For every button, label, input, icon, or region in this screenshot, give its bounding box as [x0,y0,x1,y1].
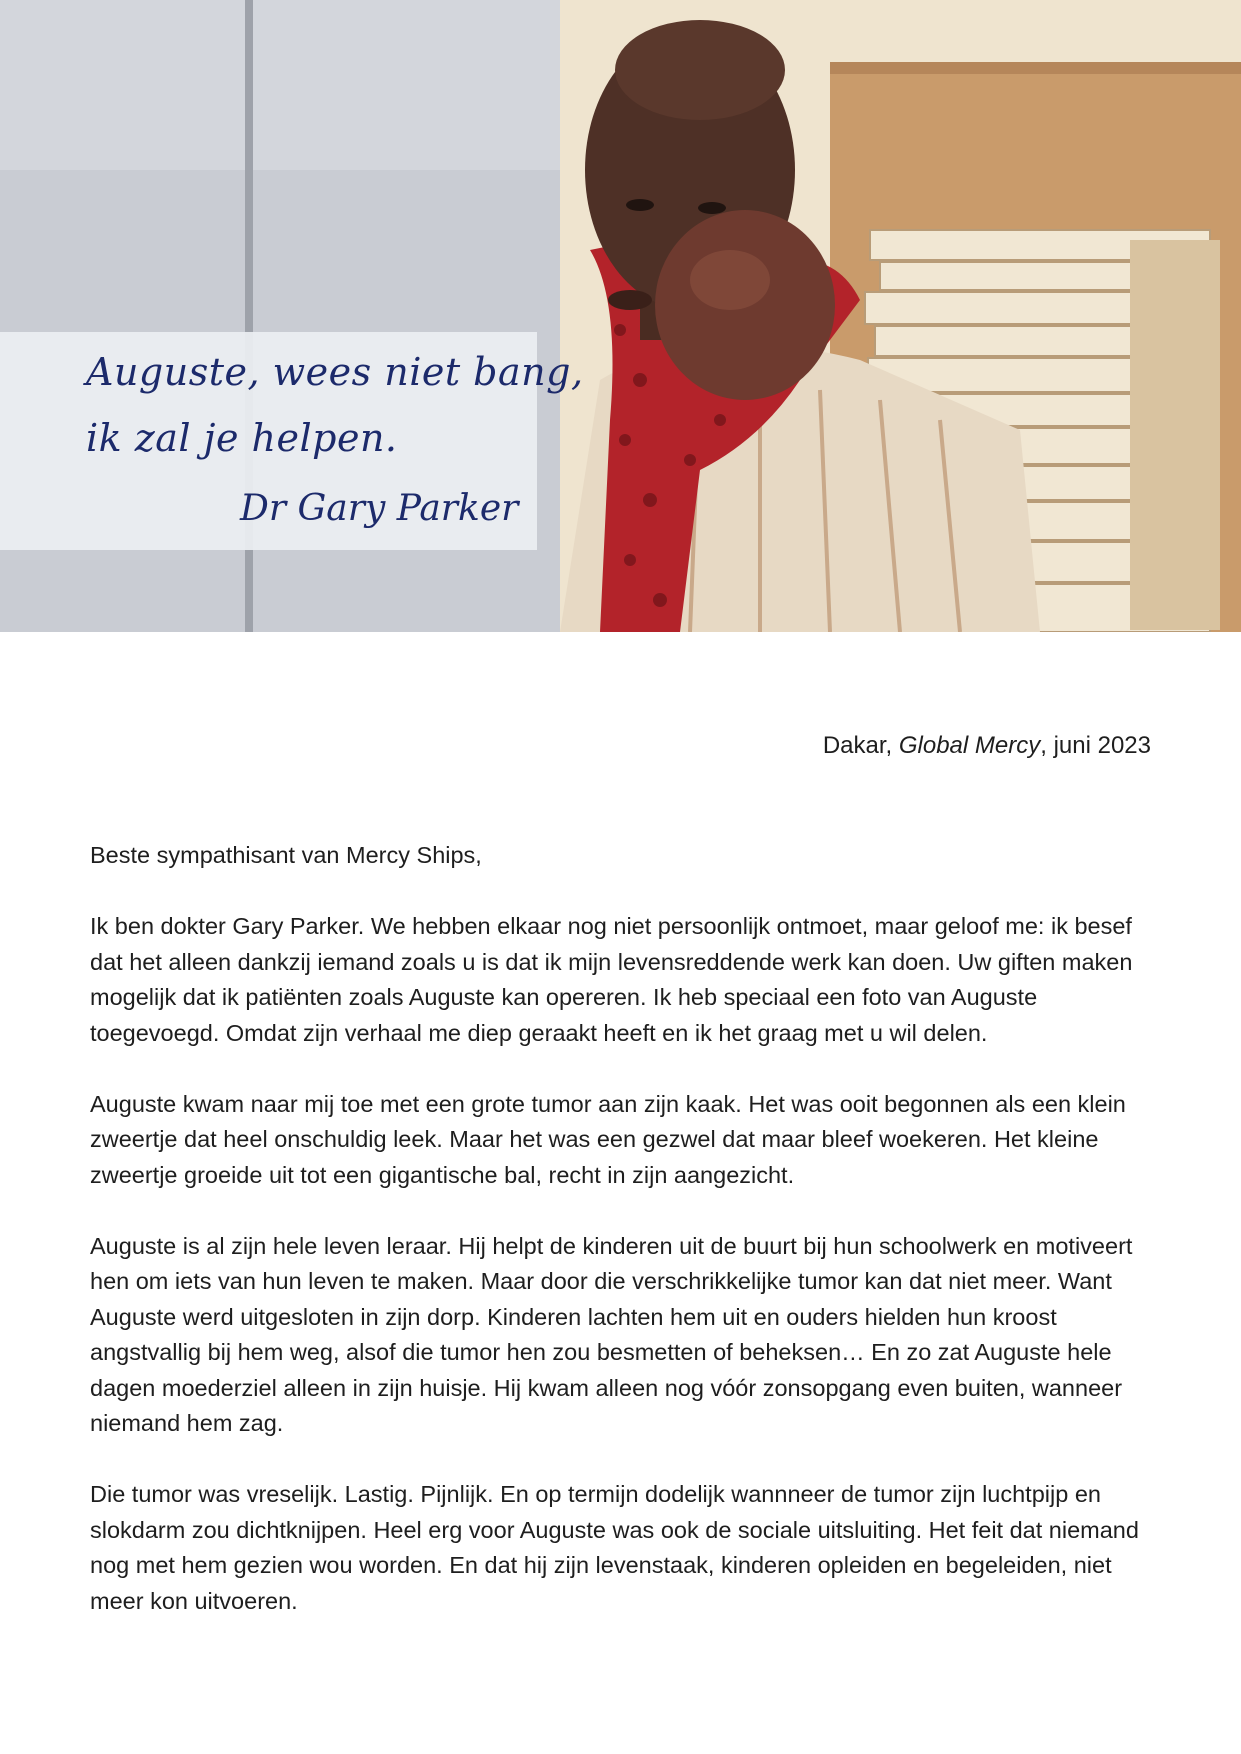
letter-paragraph: Die tumor was vreselijk. Lastig. Pijnlijk. En op termijn dodelijk wannneer de tumor zijn luchtpijp en slokdarm zou dichtknijpen. Heel erg voor Auguste was ook de sociale uitsluiting. Het feit dat niemand nog met hem gezien wou worden. En dat hij zijn levenstaak, kinderen opleiden en begeleiden, niet meer kon uitvoeren. [90,1481,1139,1614]
letter-body [90,838,1160,1655]
handwritten-quote-line-2: ik zal je helpen. [86,416,398,460]
letter-paragraph: Auguste kwam naar mij toe met een grote tumor aan zijn kaak. Het was ooit begonnen als een klein zweertje dat heel onschuldig leek. Maar het was een gezwel dat maar bleef woekeren. Het kleine zweertje groeide uit tot een gigantische bal, recht in zijn aangezicht. [90,1090,1126,1188]
letter-dateline [823,732,1151,760]
handwritten-signature: Dr Gary Parker [240,488,519,529]
letter-paragraph: Ik ben dokter Gary Parker. We hebben elkaar nog niet persoonlijk ontmoet, maar geloof me: ik besef dat het alleen dankzij iemand zoals u is dat ik mijn levensreddende werk kan doen. Uw giften maken mogelijk dat ik patiënten zoals Auguste kan opereren. Ik heb speciaal een foto van Auguste toegevoegd. Omdat zijn verhaal me diep geraakt heeft en ik het graag met u wil delen. [90,913,1133,1046]
letter-salutation: Beste sympathisant van Mercy Ships, [90,842,482,868]
dateline-ship: Global Mercy [898,732,1041,759]
dateline-place: Dakar, [822,732,899,759]
handwritten-quote-line-1: Auguste, wees niet bang, [86,350,584,394]
dateline-date: , juni 2023 [1040,732,1151,759]
letter-paragraph: Auguste is al zijn hele leven leraar. Hij helpt de kinderen uit de buurt bij hun schoolwerk en motiveert hen om iets van hun leven te maken. Maar door die verschrikkelijke tumor kan dat niet meer. Want Auguste werd uitgesloten in zijn dorp. Kinderen lachten hem uit en ouders hielden hun kroost angstvallig bij hem weg, alsof die tumor hen zou besmetten of beheksen… En zo zat Auguste hele dagen moederziel alleen in zijn huisje. Hij kwam alleen nog vóór zonsopgang even buiten, wanneer niemand hem zag. [90,1232,1133,1436]
